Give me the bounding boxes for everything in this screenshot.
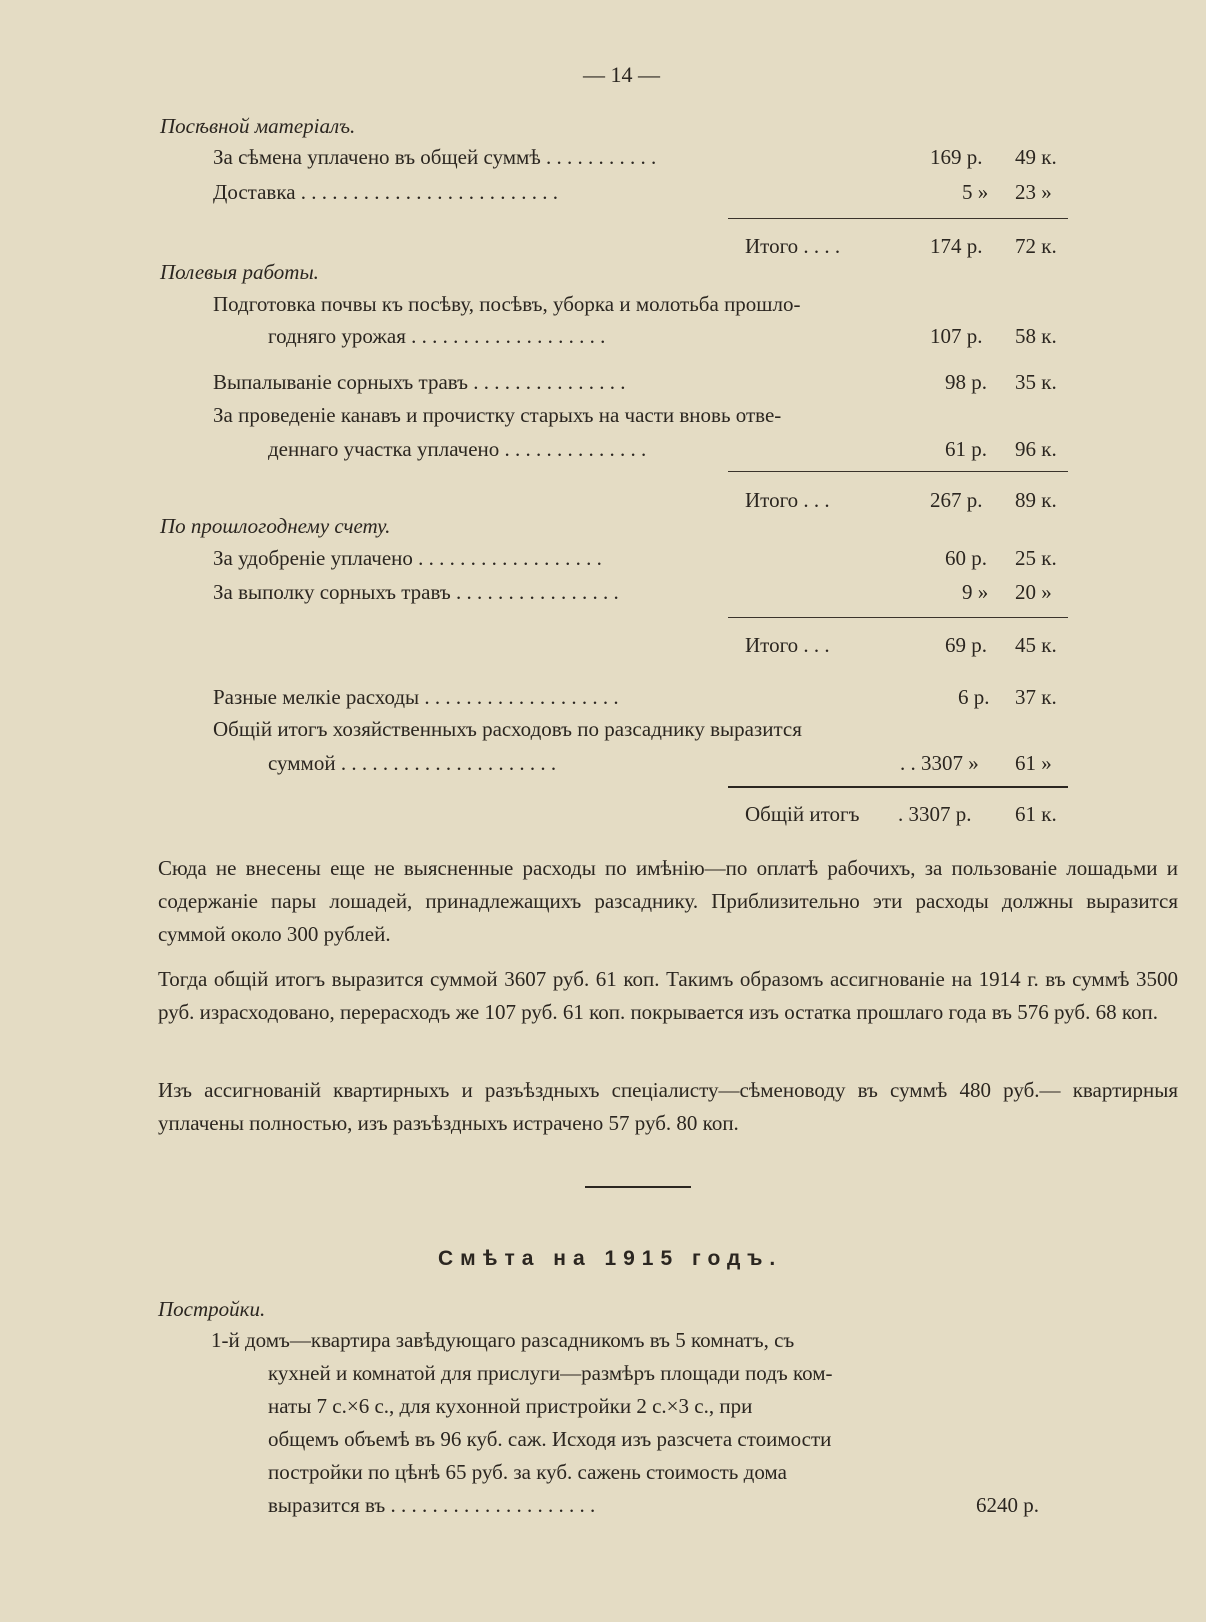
grand-total-label: Общій итогъ (745, 802, 860, 826)
seed-total-label: Итого . . . . (745, 234, 841, 258)
estimate-line-4: общемъ объемѣ въ 96 куб. саж. Исходя изъ разсчета стоимости (268, 1427, 832, 1451)
last-year-row1-label: За удобреніе уплачено . . . . . . . . . . . . . . . . . . (213, 546, 602, 570)
misc-row2-kop: 61 » (1015, 751, 1052, 775)
last-year-total-label: Итого . . . (745, 633, 830, 657)
page-number: — 14 — (583, 62, 660, 87)
estimate-title: Смѣта на 1915 годъ. (438, 1247, 783, 1270)
section-heading-last-year: По прошлогоднему счету. (160, 514, 391, 538)
field-row1-rub: 107 р. (930, 324, 983, 348)
paragraph-specialist-allowance (158, 1074, 1178, 1140)
estimate-line-3: наты 7 с.×6 с., для кухонной пристройки 2 с.×3 с., при (268, 1394, 753, 1418)
seed-total-rule (728, 218, 1068, 219)
field-row3-kop: 96 к. (1015, 437, 1057, 461)
paragraph-1-text: Сюда не внесены еще не выясненные расходы по имѣнію—по оплатѣ рабочихъ, за пользованіе лошадьми и содержаніе пары лошадей, принадлежащихъ разсаднику. Приблизительно эти расходы должны выразится суммой около 300 рублей. (158, 856, 1178, 946)
last-year-row2-kop: 20 » (1015, 580, 1052, 604)
field-total-rule (728, 471, 1068, 472)
paragraph-3-text: Изъ ассигнованій квартирныхъ и разъѣздныхъ спеціалисту—сѣменоводу въ суммѣ 480 руб.— квартирныя уплачены полностью, изъ разъѣздныхъ истрачено 57 руб. 80 коп. (158, 1078, 1178, 1135)
last-year-row1-rub: 60 р. (945, 546, 987, 570)
misc-row2-rub: . . 3307 » (900, 751, 979, 775)
paragraph-total-summary (158, 963, 1178, 1029)
misc-row2-line1: Общій итогъ хозяйственныхъ расходовъ по разсаднику выразится (213, 717, 802, 741)
paragraph-unaccounted-expenses (158, 852, 1178, 951)
section-heading-field: Полевыя работы. (160, 260, 319, 284)
misc-row2-line2: суммой . . . . . . . . . . . . . . . . . . . . . (268, 751, 557, 775)
section-separator (585, 1186, 691, 1188)
last-year-row1-kop: 25 к. (1015, 546, 1057, 570)
field-row3-line1: За проведеніе канавъ и прочистку старыхъ на части вновь отве- (213, 403, 782, 427)
grand-total-kop: 61 к. (1015, 802, 1057, 826)
field-row1-line2: годняго урожая . . . . . . . . . . . . . . . . . . . (268, 324, 606, 348)
seed-row1-rub: 169 р. (930, 145, 983, 169)
paragraph-2-text: Тогда общій итогъ выразится суммой 3607 руб. 61 коп. Такимъ образомъ ассигнованіе на 1914 г. въ суммѣ 3500 руб. израсходовано, перерасходъ же 107 руб. 61 коп. покрывается изъ остатка прошлаго года въ 576 руб. 68 коп. (158, 967, 1178, 1024)
field-row1-line1: Подготовка почвы къ посѣву, посѣвъ, уборка и молотьба прошло- (213, 292, 801, 316)
misc-row1-kop: 37 к. (1015, 685, 1057, 709)
field-row3-line2: деннаго участка уплачено . . . . . . . . . . . . . . (268, 437, 647, 461)
seed-row1-kop: 49 к. (1015, 145, 1057, 169)
misc-row1-rub: 6 р. (958, 685, 990, 709)
misc-row1-label: Разные мелкіе расходы . . . . . . . . . . . . . . . . . . . (213, 685, 619, 709)
estimate-line-2: кухней и комнатой для прислуги—размѣръ площади подъ ком- (268, 1361, 833, 1385)
last-year-total-rule (728, 617, 1068, 618)
section-heading-seed: Посѣвной матеріалъ. (160, 114, 356, 138)
field-row3-rub: 61 р. (945, 437, 987, 461)
last-year-total-kop: 45 к. (1015, 633, 1057, 657)
field-row2-kop: 35 к. (1015, 370, 1057, 394)
seed-row2-kop: 23 » (1015, 180, 1052, 204)
seed-row2-rub: 5 » (962, 180, 989, 204)
last-year-total-rub: 69 р. (945, 633, 987, 657)
seed-total-kop: 72 к. (1015, 234, 1057, 258)
seed-total-rub: 174 р. (930, 234, 983, 258)
field-row2-rub: 98 р. (945, 370, 987, 394)
estimate-line-6: выразится въ . . . . . . . . . . . . . . . . . . . . (268, 1493, 596, 1517)
estimate-line-5: постройки по цѣнѣ 65 руб. за куб. сажень стоимость дома (268, 1460, 787, 1484)
last-year-row2-rub: 9 » (962, 580, 989, 604)
estimate-heading-buildings: Постройки. (158, 1297, 266, 1321)
field-total-kop: 89 к. (1015, 488, 1057, 512)
last-year-row2-label: За выполку сорныхъ травъ . . . . . . . . . . . . . . . . (213, 580, 619, 604)
field-total-label: Итого . . . (745, 488, 830, 512)
seed-row1-label: За сѣмена уплачено въ общей суммѣ . . . . . . . . . . . (213, 145, 657, 169)
grand-total-rub: . 3307 р. (898, 802, 972, 826)
field-row2-label: Выпалываніе сорныхъ травъ . . . . . . . . . . . . . . . (213, 370, 626, 394)
grand-total-rule (728, 786, 1068, 788)
field-total-rub: 267 р. (930, 488, 983, 512)
seed-row2-label: Доставка . . . . . . . . . . . . . . . . . . . . . . . . . (213, 180, 559, 204)
estimate-amount: 6240 р. (976, 1493, 1039, 1517)
estimate-line-1: 1-й домъ—квартира завѣдующаго разсадникомъ въ 5 комнатъ, съ (211, 1328, 795, 1352)
field-row1-kop: 58 к. (1015, 324, 1057, 348)
